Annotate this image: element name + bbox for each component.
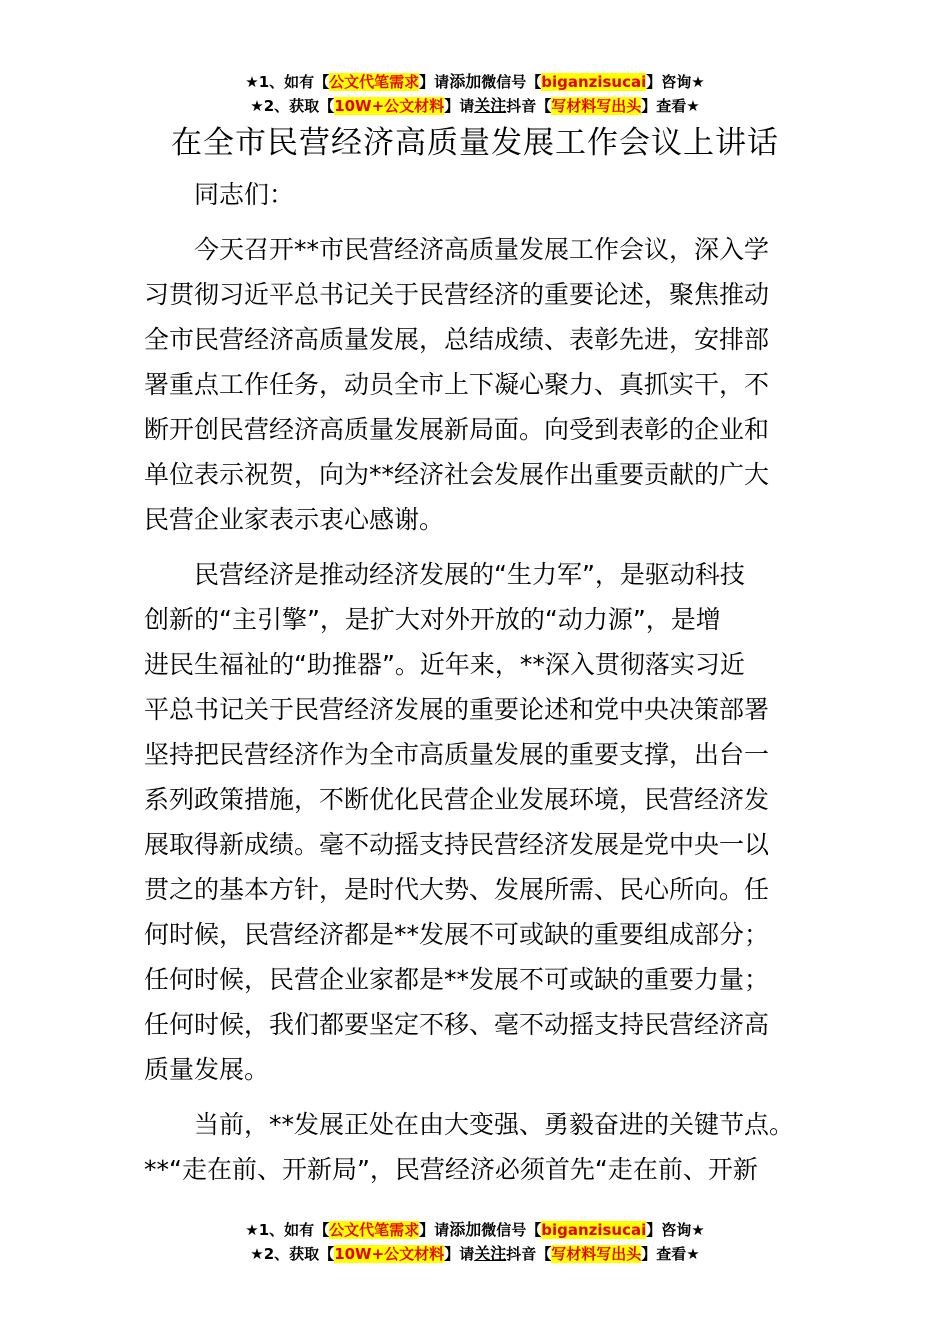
paragraph bbox=[144, 227, 824, 542]
paragraph-line: **“走在前、开新局”，民营经济必须首先“走在前、开新 bbox=[144, 1155, 758, 1184]
paragraph-line: 署重点工作任务，动员全市上下凝心聚力、真抓实干，不 bbox=[144, 370, 770, 399]
paragraph-line: 系列政策措施，不断优化民营企业发展环境，民营经济发 bbox=[144, 785, 770, 814]
promo-line-2: ★2、获取【10W+公文材料】请关注抖音【写材料写出头】查看★ bbox=[250, 96, 700, 115]
paragraph-line: 平总书记关于民营经济发展的重要论述和党中央决策部署 bbox=[144, 695, 770, 724]
paragraph bbox=[144, 1102, 824, 1192]
paragraph-line: 今天召开**市民营经济高质量发展工作会议，深入学 bbox=[194, 235, 770, 264]
paragraph-line: 民营经济是推动经济发展的“生力军”，是驱动科技 bbox=[194, 560, 745, 589]
highlight-service: 公文代笔需求 bbox=[329, 1221, 420, 1239]
document-body bbox=[144, 172, 824, 1202]
paragraph-line: 贯之的基本方针，是时代大势、发展所需、民心所向。任 bbox=[144, 875, 770, 904]
paragraph-line: 创新的“主引擎”，是扩大对外开放的“动力源”，是增 bbox=[144, 605, 721, 634]
highlight-materials: 10W+公文材料 bbox=[334, 97, 445, 115]
promo-line-1: ★1、如有【公文代笔需求】请添加微信号【biganzisucai】咨询★ bbox=[245, 1220, 705, 1239]
salutation: 同志们： bbox=[194, 180, 295, 209]
paragraph-line: 民营企业家表示衷心感谢。 bbox=[144, 505, 445, 534]
paragraph-line: 进民生福祉的“助推器”。近年来，**深入贯彻落实习近 bbox=[144, 650, 745, 679]
paragraph-line: 坚持把民营经济作为全市高质量发展的重要支撑，出台一 bbox=[144, 740, 770, 769]
highlight-wechat-id: biganzisucai bbox=[541, 1221, 647, 1239]
highlight-douyin: 写材料写出头 bbox=[551, 1245, 642, 1263]
paragraph-line: 当前，**发展正处在由大变强、勇毅奋进的关键节点。 bbox=[194, 1110, 795, 1139]
paragraph-line: 何时候，民营经济都是**发展不可或缺的重要组成部分； bbox=[144, 920, 770, 949]
promo-line-1: ★1、如有【公文代笔需求】请添加微信号【biganzisucai】咨询★ bbox=[245, 72, 705, 91]
promo-banner-bottom bbox=[0, 1218, 950, 1266]
paragraph-line: 展取得新成绩。毫不动摇支持民营经济发展是党中央一以 bbox=[144, 830, 770, 859]
promo-banner-top bbox=[0, 70, 950, 118]
highlight-wechat-id: biganzisucai bbox=[541, 73, 647, 91]
paragraph-line: 任何时候，我们都要坚定不移、毫不动摇支持民营经济高 bbox=[144, 1010, 770, 1039]
document-title: 在全市民营经济高质量发展工作会议上讲话 bbox=[171, 125, 779, 161]
highlight-douyin: 写材料写出头 bbox=[551, 97, 642, 115]
highlight-materials: 10W+公文材料 bbox=[334, 1245, 445, 1263]
paragraph-line: 断开创民营经济高质量发展新局面。向受到表彰的企业和 bbox=[144, 415, 770, 444]
paragraph-line: 任何时候，民营企业家都是**发展不可或缺的重要力量； bbox=[144, 965, 770, 994]
paragraphs bbox=[144, 227, 824, 1192]
paragraph-line: 习贯彻习近平总书记关于民营经济的重要论述，聚焦推动 bbox=[144, 280, 770, 309]
paragraph bbox=[144, 552, 824, 1092]
paragraph-line: 单位表示祝贺，向为**经济社会发展作出重要贡献的广大 bbox=[144, 460, 770, 489]
paragraph-line: 全市民营经济高质量发展，总结成绩、表彰先进，安排部 bbox=[144, 325, 770, 354]
highlight-service: 公文代笔需求 bbox=[329, 73, 420, 91]
paragraph-line: 质量发展。 bbox=[144, 1055, 270, 1084]
promo-line-2: ★2、获取【10W+公文材料】请关注抖音【写材料写出头】查看★ bbox=[250, 1244, 700, 1263]
